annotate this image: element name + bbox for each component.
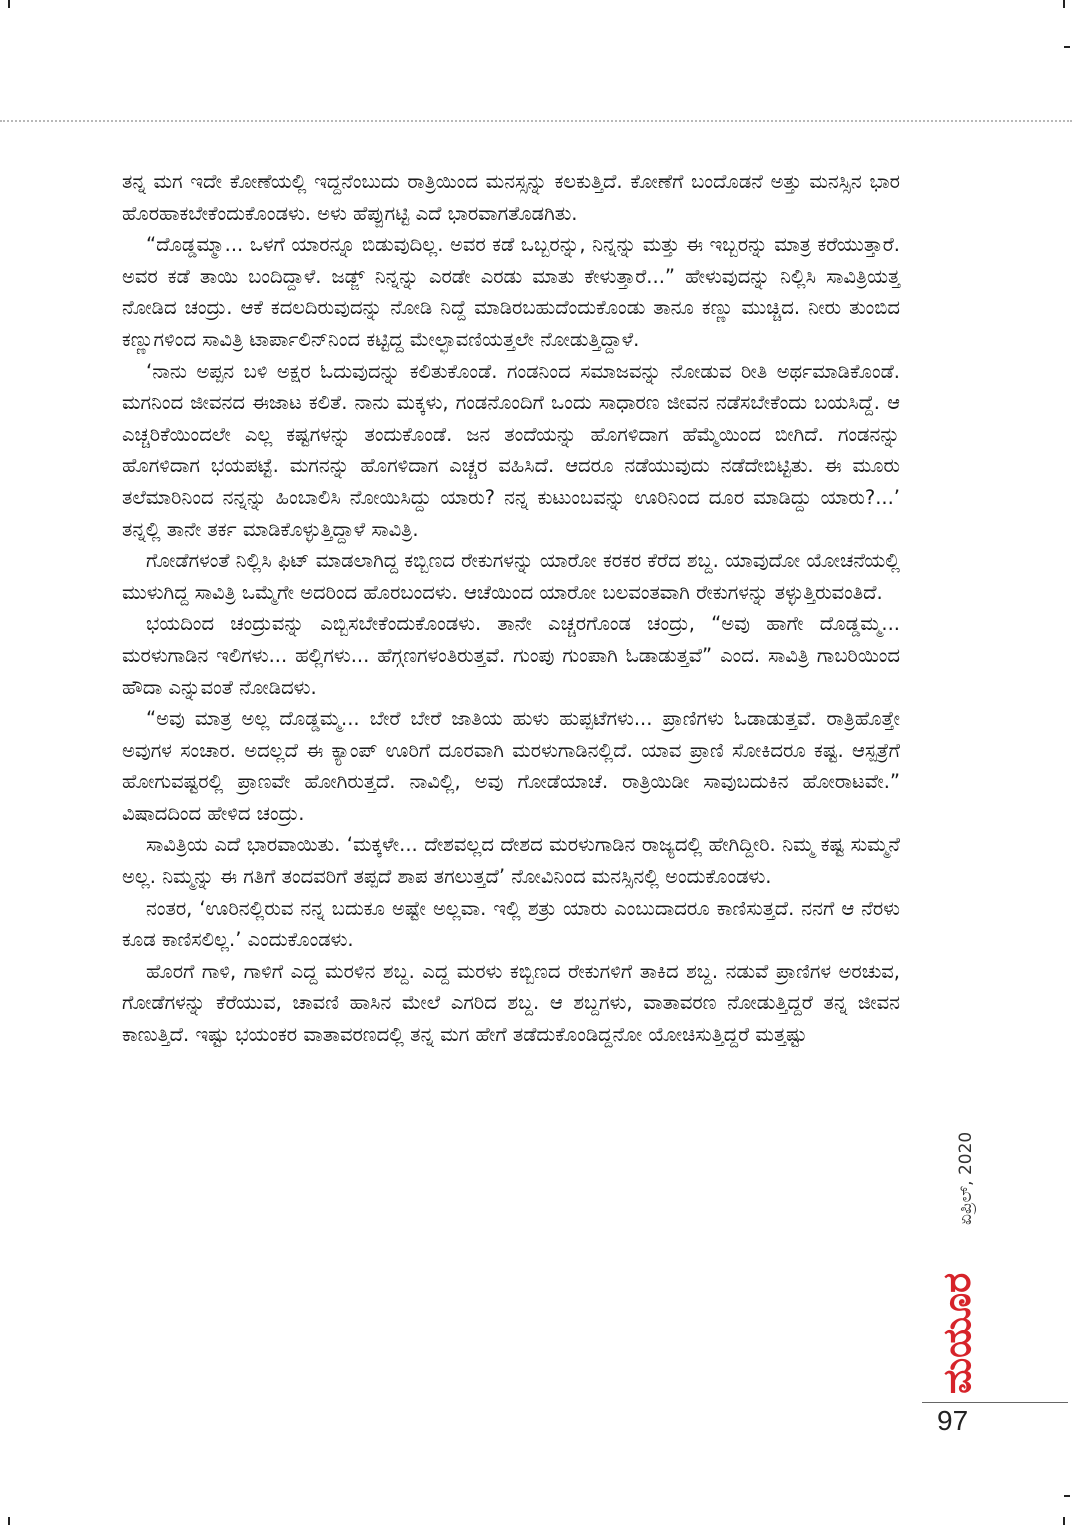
crop-mark-bottom-right [1063, 1517, 1065, 1525]
paragraph: ಹೊರಗೆ ಗಾಳಿ, ಗಾಳಿಗೆ ಎದ್ದ ಮರಳಿನ ಶಬ್ದ. ಎದ್ದ ಮರಳು ಕಬ್ಬಿಣದ ರೇಕುಗಳಿಗೆ ತಾಕಿದ ಶಬ್ದ. ನಡುವೆ ಪ್ರಾಣಿಗಳ ಅರಚುವ, ಗೋಡೆಗಳನ್ನು ಕೆರೆಯುವ, ಚಾವಣಿ ಹಾಸಿನ ಮೇಲೆ ಎಗರಿದ ಶಬ್ದ. ಆ ಶಬ್ದಗಳು, ವಾತಾವರಣ ನೋಡುತ್ತಿದ್ದರೆ ತನ್ನ ಜೀವನ ಕಾಣುತ್ತಿದೆ. ಇಷ್ಟು ಭಯಂಕರ ವಾತಾವರಣದಲ್ಲಿ ತನ್ನ ಮಗ ಹೇಗೆ ತಡೆದುಕೊಂಡಿದ್ದನೋ ಯೋಚಿಸುತ್ತಿದ್ದರೆ ಮತ್ತಷ್ಟು [122, 959, 900, 1047]
header-dotted-rule [0, 120, 1072, 122]
article-body [122, 166, 900, 1051]
crop-mark-right-lower [1064, 1495, 1070, 1497]
paragraph: ಗೋಡೆಗಳಂತೆ ನಿಲ್ಲಿಸಿ ಫಿಟ್ ಮಾಡಲಾಗಿದ್ದ ಕಬ್ಬಿಣದ ರೇಕುಗಳನ್ನು ಯಾರೋ ಕರಕರ ಕೆರೆದ ಶಬ್ದ. ಯಾವುದೋ ಯೋಚನೆಯಲ್ಲಿ ಮುಳುಗಿದ್ದ ಸಾವಿತ್ರಿ ಒಮ್ಮೆಗೇ ಅದರಿಂದ ಹೊರಬಂದಳು. ಆಚೆಯಿಂದ ಯಾರೋ ಬಲವಂತವಾಗಿ ರೇಕುಗಳನ್ನು ತಳ್ಳುತ್ತಿರುವಂತಿದೆ. [122, 549, 900, 604]
paragraph: ನಂತರ, ‘ಊರಿನಲ್ಲಿರುವ ನನ್ನ ಬದುಕೂ ಅಷ್ಟೇ ಅಲ್ಲವಾ. ಇಲ್ಲಿ ಶತ್ರು ಯಾರು ಎಂಬುದಾದರೂ ಕಾಣಿಸುತ್ತದೆ. ನನಗೆ ಆ ನೆರಳು ಕೂಡ ಕಾಣಿಸಲಿಲ್ಲ.’ ಎಂದುಕೊಂಡಳು. [122, 896, 900, 952]
crop-mark-bottom-left [8, 1517, 10, 1525]
paragraph: “ಅವು ಮಾತ್ರ ಅಲ್ಲ ದೊಡ್ಡಮ್ಮ... ಬೇರೆ ಬೇರೆ ಜಾತಿಯ ಹುಳು ಹುಪ್ಪಟೆಗಳು... ಪ್ರಾಣಿಗಳು ಓಡಾಡುತ್ತವೆ. ರಾತ್ರಿಹೊತ್ತೇ ಅವುಗಳ ಸಂಚಾರ. ಅದಲ್ಲದೆ ಈ ಕ್ಯಾಂಪ್ ಊರಿಗೆ ದೂರವಾಗಿ ಮರಳುಗಾಡಿನಲ್ಲಿದೆ. ಯಾವ ಪ್ರಾಣಿ ಸೋಕಿದರೂ ಕಷ್ಟ. ಆಸ್ಪತ್ರೆಗೆ ಹೋಗುವಷ್ಟರಲ್ಲಿ ಪ್ರಾಣವೇ ಹೋಗಿರುತ್ತದೆ. ನಾವಿಲ್ಲಿ, ಅವು ಗೋಡೆಯಾಚೆ. ರಾತ್ರಿಯಿಡೀ ಸಾವುಬದುಕಿನ ಹೋರಾಟವೇ.” ವಿಷಾದದಿಂದ ಹೇಳಿದ ಚಂದ್ರು. [122, 707, 900, 825]
crop-mark-right-upper [1064, 46, 1070, 48]
crop-mark-top-left [8, 0, 10, 8]
magazine-logo: ಮಯೂರ [935, 1272, 979, 1394]
issue-date: ಏಪ್ರಿಲ್, 2020 [956, 1131, 976, 1225]
crop-mark-top-right [1063, 0, 1065, 8]
paragraph: ಸಾವಿತ್ರಿಯ ಎದೆ ಭಾರವಾಯಿತು. ‘ಮಕ್ಕಳೇ... ದೇಶವಲ್ಲದ ದೇಶದ ಮರಳುಗಾಡಿನ ರಾಜ್ಯದಲ್ಲಿ ಹೇಗಿದ್ದೀರಿ. ನಿಮ್ಮ ಕಷ್ಟ ಸುಮ್ಮನೆ ಅಲ್ಲ. ನಿಮ್ಮನ್ನು ಈ ಗತಿಗೆ ತಂದವರಿಗೆ ತಪ್ಪದೆ ಶಾಪ ತಗಲುತ್ತದೆ’ ನೋವಿನಿಂದ ಮನಸ್ಸಿನಲ್ಲಿ ಅಂದುಕೊಂಡಳು. [122, 833, 900, 889]
paragraph: “ದೊಡ್ಡಮ್ಮಾ... ಒಳಗೆ ಯಾರನ್ನೂ ಬಿಡುವುದಿಲ್ಲ. ಅವರ ಕಡೆ ಒಬ್ಬರನ್ನು, ನಿನ್ನನ್ನು ಮತ್ತು ಈ ಇಬ್ಬರನ್ನು ಮಾತ್ರ ಕರೆಯುತ್ತಾರೆ. ಅವರ ಕಡೆ ತಾಯಿ ಬಂದಿದ್ದಾಳೆ. ಜಡ್ಜ್ ನಿನ್ನನ್ನು ಎರಡೇ ಎರಡು ಮಾತು ಕೇಳುತ್ತಾರೆ...” ಹೇಳುವುದನ್ನು ನಿಲ್ಲಿಸಿ ಸಾವಿತ್ರಿಯತ್ತ ನೋಡಿದ ಚಂದ್ರು. ಆಕೆ ಕದಲದಿರುವುದನ್ನು ನೋಡಿ ನಿದ್ದೆ ಮಾಡಿರಬಹುದೆಂದುಕೊಂಡು ತಾನೂ ಕಣ್ಣು ಮುಚ್ಚಿದ. ನೀರು ತುಂಬಿದ ಕಣ್ಣುಗಳಿಂದ ಸಾವಿತ್ರಿ ಟಾರ್ಪಾಲಿನ್‌ನಿಂದ ಕಟ್ಟಿದ್ದ ಮೇಲ್ಛಾವಣಿಯತ್ತಲೇ ನೋಡುತ್ತಿದ್ದಾಳೆ. [122, 233, 900, 351]
paragraph: ‘ನಾನು ಅಪ್ಪನ ಬಳಿ ಅಕ್ಷರ ಓದುವುದನ್ನು ಕಲಿತುಕೊಂಡೆ. ಗಂಡನಿಂದ ಸಮಾಜವನ್ನು ನೋಡುವ ರೀತಿ ಅರ್ಥಮಾಡಿಕೊಂಡೆ. ಮಗನಿಂದ ಜೀವನದ ಈಜಾಟ ಕಲಿತೆ. ನಾನು ಮಕ್ಕಳು, ಗಂಡನೊಂದಿಗೆ ಒಂದು ಸಾಧಾರಣ ಜೀವನ ನಡೆಸಬೇಕೆಂದು ಬಯಸಿದ್ದೆ. ಆ ಎಚ್ಚರಿಕೆಯಿಂದಲೇ ಎಲ್ಲ ಕಷ್ಟಗಳನ್ನು ತಂದುಕೊಂಡೆ. ಜನ ತಂದೆಯನ್ನು ಹೊಗಳಿದಾಗ ಹೆಮ್ಮೆಯಿಂದ ಬೀಗಿದೆ. ಗಂಡನನ್ನು ಹೊಗಳಿದಾಗ ಭಯಪಟ್ಟೆ. ಮಗನನ್ನು ಹೊಗಳಿದಾಗ ಎಚ್ಚರ ವಹಿಸಿದೆ. ಆದರೂ ನಡೆಯುವುದು ನಡೆದೇಬಿಟ್ಟಿತು. ಈ ಮೂರು ತಲೆಮಾರಿನಿಂದ ನನ್ನನ್ನು ಹಿಂಬಾಲಿಸಿ ನೋಯಿಸಿದ್ದು ಯಾರು? ನನ್ನ ಕುಟುಂಬವನ್ನು ಊರಿನಿಂದ ದೂರ ಮಾಡಿದ್ದು ಯಾರು?...’ ತನ್ನಲ್ಲಿ ತಾನೇ ತರ್ಕ ಮಾಡಿಕೊಳ್ಳುತ್ತಿದ್ದಾಳೆ ಸಾವಿತ್ರಿ. [122, 359, 900, 541]
page-number-rule [922, 1402, 1068, 1403]
paragraph: ತನ್ನ ಮಗ ಇದೇ ಕೋಣೆಯಲ್ಲಿ ಇದ್ದನೆಂಬುದು ರಾತ್ರಿಯಿಂದ ಮನಸ್ಸನ್ನು ಕಲಕುತ್ತಿದೆ. ಕೋಣೆಗೆ ಬಂದೊಡನೆ ಅತ್ತು ಮನಸ್ಸಿನ ಭಾರ ಹೊರಹಾಕಬೇಕೆಂದುಕೊಂಡಳು. ಅಳು ಹೆಪ್ಪುಗಟ್ಟಿ ಎದೆ ಭಾರವಾಗತೊಡಗಿತು. [122, 170, 900, 225]
page-number: 97 [937, 1405, 969, 1436]
paragraph: ಭಯದಿಂದ ಚಂದ್ರುವನ್ನು ಎಬ್ಬಿಸಬೇಕೆಂದುಕೊಂಡಳು. ತಾನೇ ಎಚ್ಚರಗೊಂಡ ಚಂದ್ರು, “ಅವು ಹಾಗೇ ದೊಡ್ಡಮ್ಮ... ಮರಳುಗಾಡಿನ ಇಲಿಗಳು... ಹಲ್ಲಿಗಳು... ಹೆಗ್ಗಣಗಳಂತಿರುತ್ತವೆ. ಗುಂಪು ಗುಂಪಾಗಿ ಓಡಾಡುತ್ತವೆ” ಎಂದ. ಸಾವಿತ್ರಿ ಗಾಬರಿಯಿಂದ ಹೌದಾ ಎನ್ನುವಂತೆ ನೋಡಿದಳು. [122, 612, 900, 699]
